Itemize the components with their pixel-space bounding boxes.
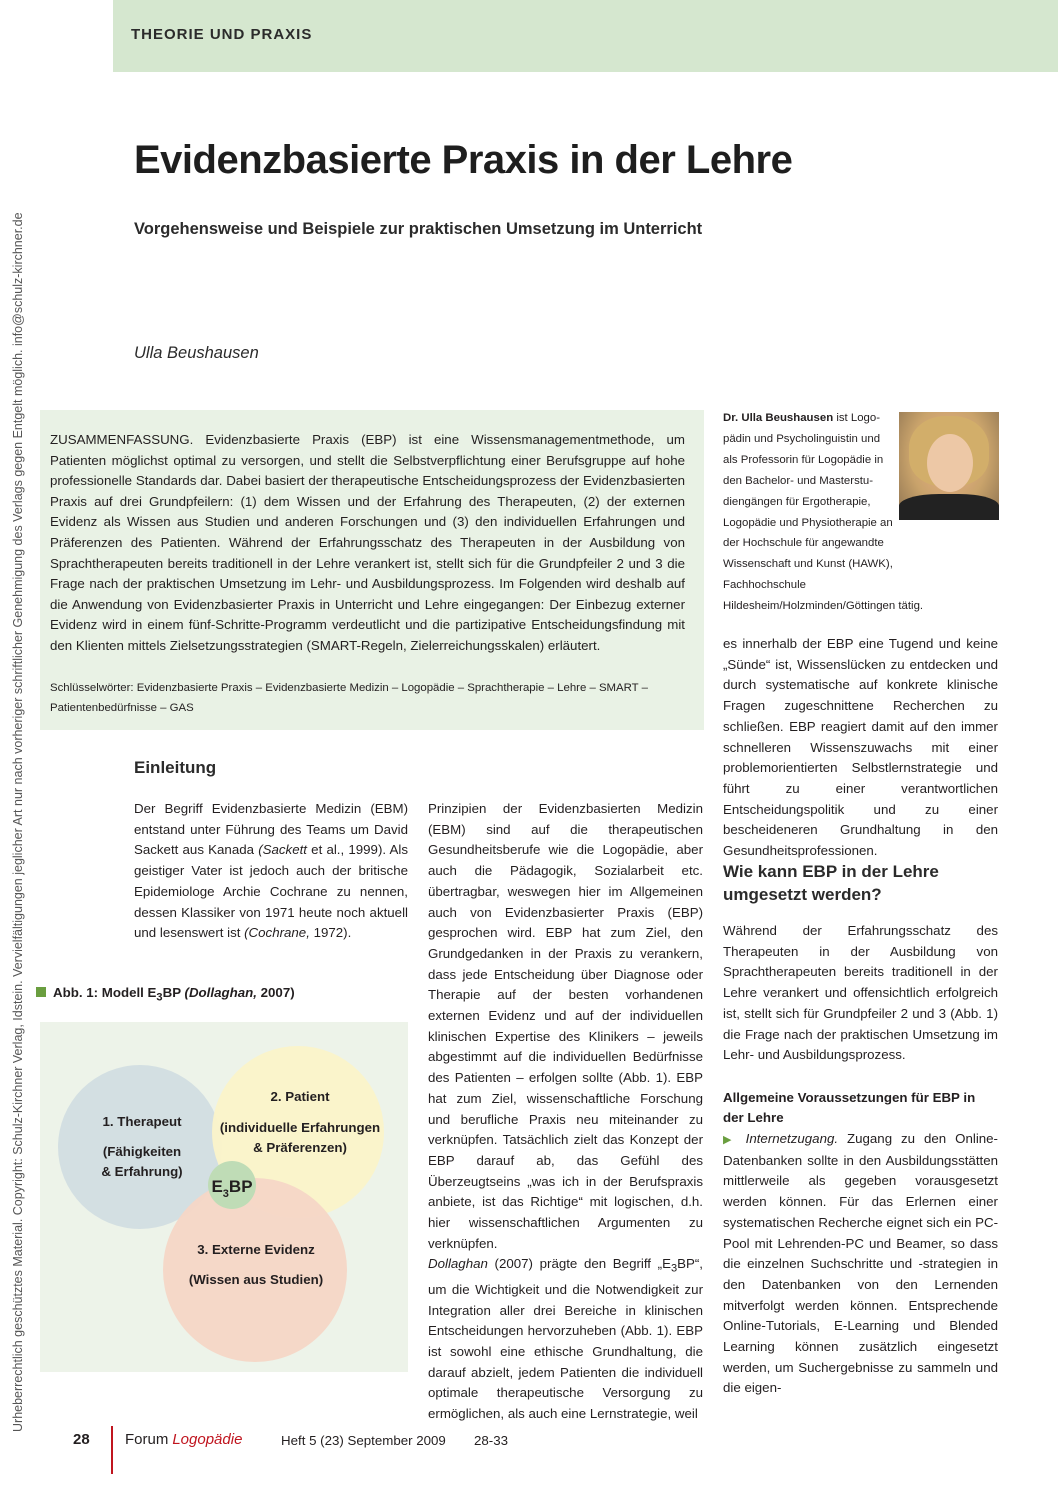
caption-subscript: 3 — [156, 991, 163, 1004]
abstract-text: ZUSAMMENFASSUNG. Evidenzbasierte Praxis (EBP) ist eine Wissensmanagementmethode, um Patienten möglichst optimal zu versorgen, und stellt die Selbstverpflichtung einer Berufsgruppe auf hohe professionelle Standards dar. Dabei basiert der therapeutische Entscheidungsprozess der Evidenzbasierten Praxis auf drei Grundpfeilern: (1) dem Wissen und der Erfahrung des Therapeuten, (2) der externen Evidenz als Wissen aus Studien und anderen Forschungen und (3) den individuellen Erfahrungen und Präferenzen des Patienten. Während der Erfahrungsschatz des Therapeuten in der Ausbildung von Sprachtherapeuten bereits traditionell in der Lehre verankert ist, stellt sich für die Grundpfeiler 2 und 3 die Frage nach der praktischen Umsetzung im Lehr- und Ausbildungsprozess. Im Folgenden wird deshalb auf die Anwendung von Evidenzbasierter Praxis in Unterricht und Lehre eingegangen: Der Einbezug externer Evidenz wird in einem fünf-Schritte-Programm verdeutlicht und die partizipative Entscheidungsfindung mit den Klienten mittels Zielsetzungsstrategien (SMART-Regeln, Zielerreichungsskalen) erläutert. — [50, 432, 685, 653]
e3bp-diagram — [40, 1022, 408, 1372]
bio-line8: Wissenschaft und Kunst (HAWK), Fachhochschule — [723, 558, 893, 592]
therapeut-line2: & Erfahrung) — [101, 1164, 183, 1179]
bio-line9: Hildesheim/Holzminden/Göttingen tätig. — [723, 600, 924, 613]
caption-text: Abb. 1: Modell E — [53, 985, 157, 1000]
intro-paragraph-1 — [134, 799, 408, 944]
patient-title: 2. Patient — [270, 1089, 330, 1104]
intro-text: (2007) prägte den Begriff „E — [487, 1256, 671, 1272]
caption-text: BP — [162, 985, 185, 1000]
bio-line4: den Bachelor- und Masterstu- — [723, 474, 874, 487]
journal-logo: Logopädie — [172, 1431, 243, 1448]
patient-line1: (individuelle Erfahrungen — [219, 1120, 381, 1135]
patient-line2: & Präferenzen) — [253, 1140, 347, 1155]
photo-shirt — [899, 494, 999, 520]
intro-paragraph-2: Prinzipien der Evidenzbasierten Medizin (EBM) sind auf die therapeutischen Gesundheitsberufe wie die Logopädie, aber auch die Pädagogik, Sozialarbeit etc. übertragbar, weswegen hier im Allgemeinen auch von Evidenzbasierter Praxis (EBP) gesprochen wird. EBP hat zum Ziel, den Grundgedanken in der Praxis zu verankern, dass jede Entscheidung über Diagnose oder Therapie auf der besten vorhandenen externen Evidenz und auf der individuellen klinischen Expertise des Klinikers – jeweils abgestimmt auf die individuellen Bedürfnisse des Patienten – erfolgen sollte (Abb. 1). EBP hat zum Ziel, wissenschaftliche Forschung und berufliche Praxis neu miteinander zu verknüpfen. Tatsächlich zielt das Konzept der EBP darauf ab, das Gefühl des Überzeugtseins „was ich in der Berufspraxis anbiete, ist das Richtige“ mit logischen, d.h. hier wissenschaftlichen Argumenten zu verknüpfen. — [428, 801, 703, 1251]
bio-line — [723, 408, 895, 429]
journal-pages: 28-33 — [474, 1433, 509, 1448]
therapeut-title: 1. Therapeut — [102, 1114, 182, 1129]
intro-text: BP“, um die Wichtigkeit und die Notwendigkeit zur Integration aller drei Bereiche in klinischen Entscheidungen hervorzuheben (Abb. 1). EBP ist sowohl eine ethische Grundhaltung, die darauf abzielt, jedem Patienten die individuell optimale therapeutische Versorgung zu ermöglichen, als auch eine Lernstrategie, weil — [428, 1256, 703, 1422]
bullet-text: Zugang zu den Online-Datenbanken sollte in den Ausbildungsstätten mittlerweile als gegeben vorausgesetzt werden können. Für das Erlernen einer systematischen Recherche eignet sich ein PC-Pool mit Lehrenden-PC und Beamer, so dass die einzelnen Suchschritte und -strategien in den Datenbanken von den Lernenden mitverfolgt werden können. Entsprechende Online-Tutorials, E-Learning und Blended Learning können zusätzlich eingesetzt werden, um Suchergebnisse zu sammeln und die eigen- — [723, 1131, 998, 1396]
intro-text: Der Begriff Evidenzbasierte Medizin (EBM) entstand unter Führung des Teams um David Sackett aus Kanada — [134, 801, 408, 858]
center-sub: 3 — [222, 1188, 229, 1200]
right-column-bullet — [723, 1129, 998, 1399]
therapeut-line1: (Fähigkeiten — [102, 1144, 182, 1159]
intro-text: 1972). — [309, 925, 352, 941]
citation-sackett: (Sackett — [258, 842, 307, 858]
ebp-paragraph: Während der Erfahrungsschatz des Therapeuten in der Ausbildung von Sprachtherapeuten bereits traditionell in der Lehre verankert und offensichtlich erfolgreich ist, stellt sich für Grundpfeiler 2 und 3 (Abb. 1) die Frage nach der praktischen Umsetzung im Lehr- und Ausbildungsprozess. — [723, 923, 998, 1063]
right-column-continuation — [723, 634, 998, 862]
article-author: Ulla Beushausen — [134, 344, 259, 362]
bullet-label: Internetzugang. — [745, 1131, 839, 1146]
evidenz-line1: (Wissen aus Studien) — [188, 1272, 324, 1287]
center-e: E — [211, 1177, 223, 1196]
subscript: 3 — [670, 1263, 678, 1276]
author-photo — [899, 412, 999, 520]
bio-line6: Logopädie und Physiotherapie an — [723, 516, 893, 529]
section-header-band — [113, 0, 1058, 72]
triangle-right-icon: ▶ — [723, 1134, 737, 1146]
keywords: Schlüsselwörter: Evidenzbasierte Praxis – Evidenzbasierte Medizin – Logopädie – Sprachtherapie – Lehre – SMART – Patientenbedürfnisse – GAS — [50, 682, 648, 714]
caption-author: (Dollaghan, — [184, 985, 257, 1000]
article-subtitle: Vorgehensweise und Beispiele zur praktischen Umsetzung im Unterricht — [134, 220, 703, 238]
right-column-para — [723, 921, 998, 1066]
internet-bullet — [723, 1129, 998, 1399]
intro-heading: Einleitung — [134, 758, 217, 777]
section-title: THEORIE UND PRAXIS — [131, 26, 313, 43]
circle-evidenz — [163, 1178, 347, 1362]
footer-divider — [111, 1426, 113, 1474]
copyright-text: Urheberrechtlich geschütztes Material. Copyright: Schulz-Kirchner Verlag, Idstein. Vervielfältigungen jeglicher Art nur nach vorheriger schriftlicher Genehmigung des Verlags gegen Entgelt möglich. info@schulz-kirchner.de — [11, 212, 25, 1432]
ebp-heading: Wie kann EBP in der Lehre umgesetzt werden? — [723, 862, 939, 904]
venn-svg — [40, 1022, 408, 1372]
intro-text: et al., 1999). Als geistiger Vater ist jedoch auch der britische Epidemiologe Archie Cochrane zu nennen, dessen Klassiker von 1971 heute noch aktuell und lesenswert ist — [134, 842, 409, 941]
abstract-box — [40, 410, 704, 730]
intro-column-2 — [428, 799, 703, 1425]
journal-name — [125, 1431, 242, 1448]
citation-dollaghan: Dollaghan — [428, 1256, 488, 1272]
evidenz-title: 3. Externe Evidenz — [197, 1242, 315, 1257]
intro-paragraph-3 — [428, 1254, 703, 1424]
page-number: 28 — [73, 1431, 90, 1448]
article-title: Evidenzbasierte Praxis in der Lehre — [134, 138, 793, 182]
photo-face — [927, 434, 973, 492]
intro-column-1 — [134, 799, 408, 944]
bio-name: Dr. Ulla Beushausen — [723, 412, 834, 424]
requirements-subheading: Allgemeine Voraussetzungen für EBP in der Lehre — [723, 1090, 976, 1125]
bio-line2: pädin und Psycholinguistin und — [723, 432, 881, 445]
bio-line1: ist Logo- — [833, 412, 881, 424]
center-bp: BP — [228, 1177, 253, 1196]
bio-line7: der Hochschule für angewandte — [723, 537, 884, 550]
copyright-sidebar — [0, 70, 36, 1440]
journal-issue: Heft 5 (23) September 2009 — [281, 1433, 446, 1448]
bio-line3: als Professorin für Logopädie in — [723, 453, 884, 466]
bio-line5: diengängen für Ergotherapie, — [723, 495, 871, 508]
continuation-text: es innerhalb der EBP eine Tugend und keine „Sünde“ ist, Wissenslücken zu entdecken und durch systematische auf konkrete klinische Fragen zugeschnittene Recherchen zu schließen. EBP reagiert damit auf den immer schnelleren Wissenszuwachs mit einer problemorientierten Selbstlernstrategie und führt zu einer verantwortlichen Entscheidungspolitik und zu einer bescheideneren Grundhaltung in den Gesundheitsprofessionen. — [723, 636, 998, 859]
square-bullet-icon — [36, 987, 46, 997]
journal-forum: Forum — [125, 1431, 169, 1448]
figure-caption — [36, 985, 295, 1004]
citation-cochrane: (Cochrane, — [244, 925, 310, 941]
caption-year: 2007) — [256, 985, 295, 1000]
